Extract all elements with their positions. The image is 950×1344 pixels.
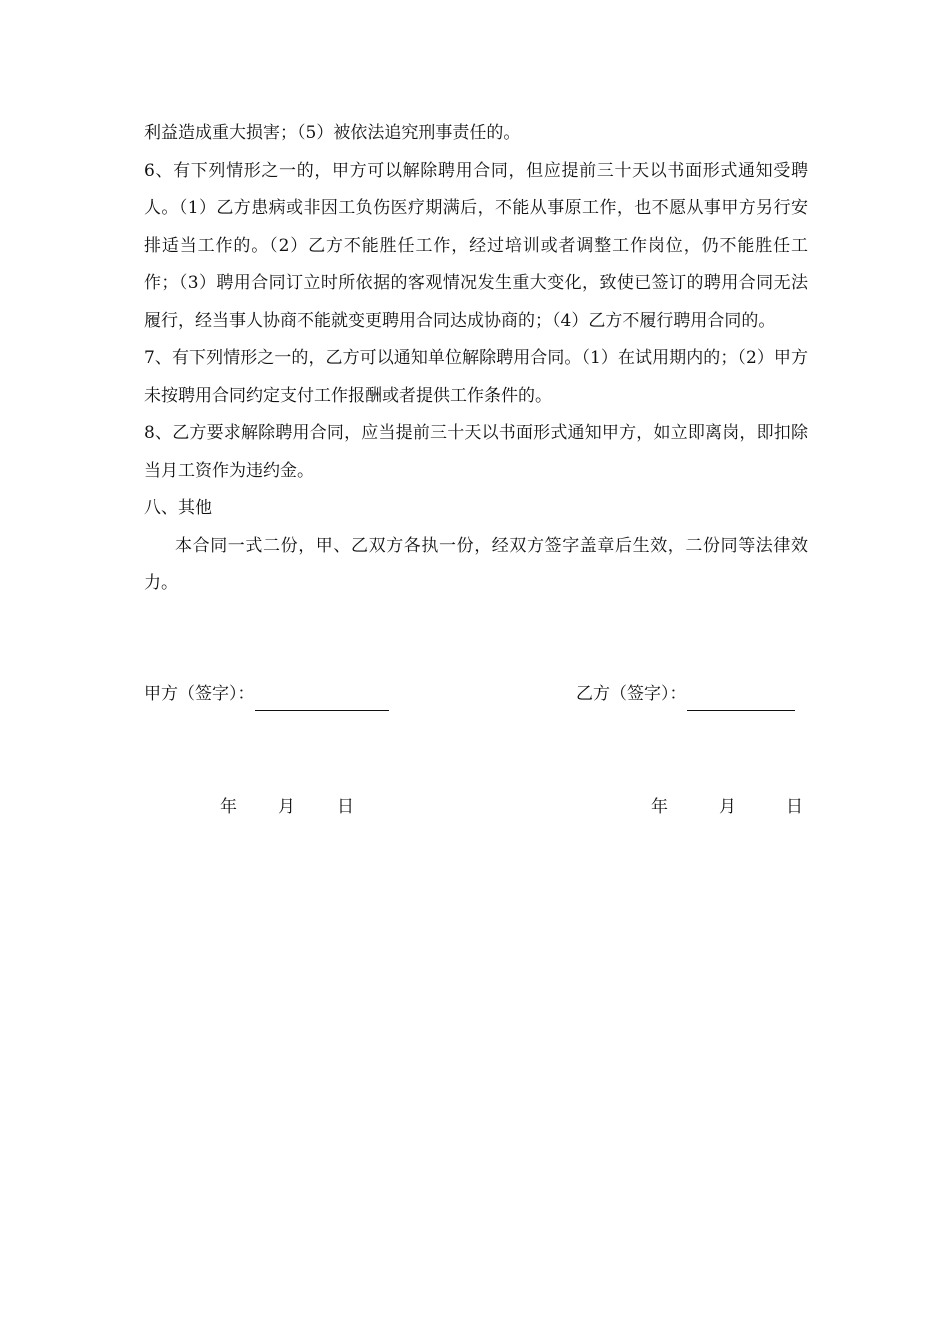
paragraph-clause-7: 7、有下列情形之一的，乙方可以通知单位解除聘用合同。（1）在试用期内的；（2）甲方未按聘用合同约定支付工作报酬或者提供工作条件的。: [144, 348, 808, 406]
section-heading-other: 八、其他: [144, 498, 212, 518]
contract-body: [144, 115, 808, 603]
party-b-date-month: 月: [719, 797, 736, 817]
paragraph-clause-6: 6、有下列情形之一的，甲方可以解除聘用合同，但应提前三十天以书面形式通知受聘人。（1）乙方患病或非因工负伤医疗期满后，不能从事原工作，也不愿从事甲方另行安排适当工作的。（2）乙方不能胜任工作，经过培训或者调整工作岗位，仍不能胜任工作；（3）聘用合同订立时所依据的客观情况发生重大变化，致使已签订的聘用合同无法履行，经当事人协商不能就变更聘用合同达成协商的；（4）乙方不履行聘用合同的。: [144, 160, 808, 331]
party-a-date-day: 日: [337, 797, 354, 817]
party-b-signature: [576, 677, 795, 711]
party-b-label: 乙方（签字）：: [576, 684, 687, 704]
signature-row: [144, 677, 808, 711]
party-b-signature-line[interactable]: [687, 684, 795, 711]
paragraph-clause-8: 8、乙方要求解除聘用合同，应当提前三十天以书面形式通知甲方，如立即离岗，即扣除当月工资作为违约金。: [144, 423, 808, 481]
paragraph-clause-5-continued: 利益造成重大损害；（5）被依法追究刑事责任的。: [144, 123, 521, 143]
party-b-date-year: 年: [651, 797, 668, 817]
party-a-date-year: 年: [220, 797, 237, 817]
date-row: [0, 790, 950, 824]
party-a-signature: [144, 677, 389, 711]
party-a-signature-line[interactable]: [255, 684, 389, 711]
party-b-date-day: 日: [786, 797, 803, 817]
party-a-label: 甲方（签字）：: [144, 684, 255, 704]
paragraph-copies-validity: 本合同一式二份，甲、乙双方各执一份，经双方签字盖章后生效，二份同等法律效力。: [144, 535, 808, 593]
party-a-date-month: 月: [278, 797, 295, 817]
